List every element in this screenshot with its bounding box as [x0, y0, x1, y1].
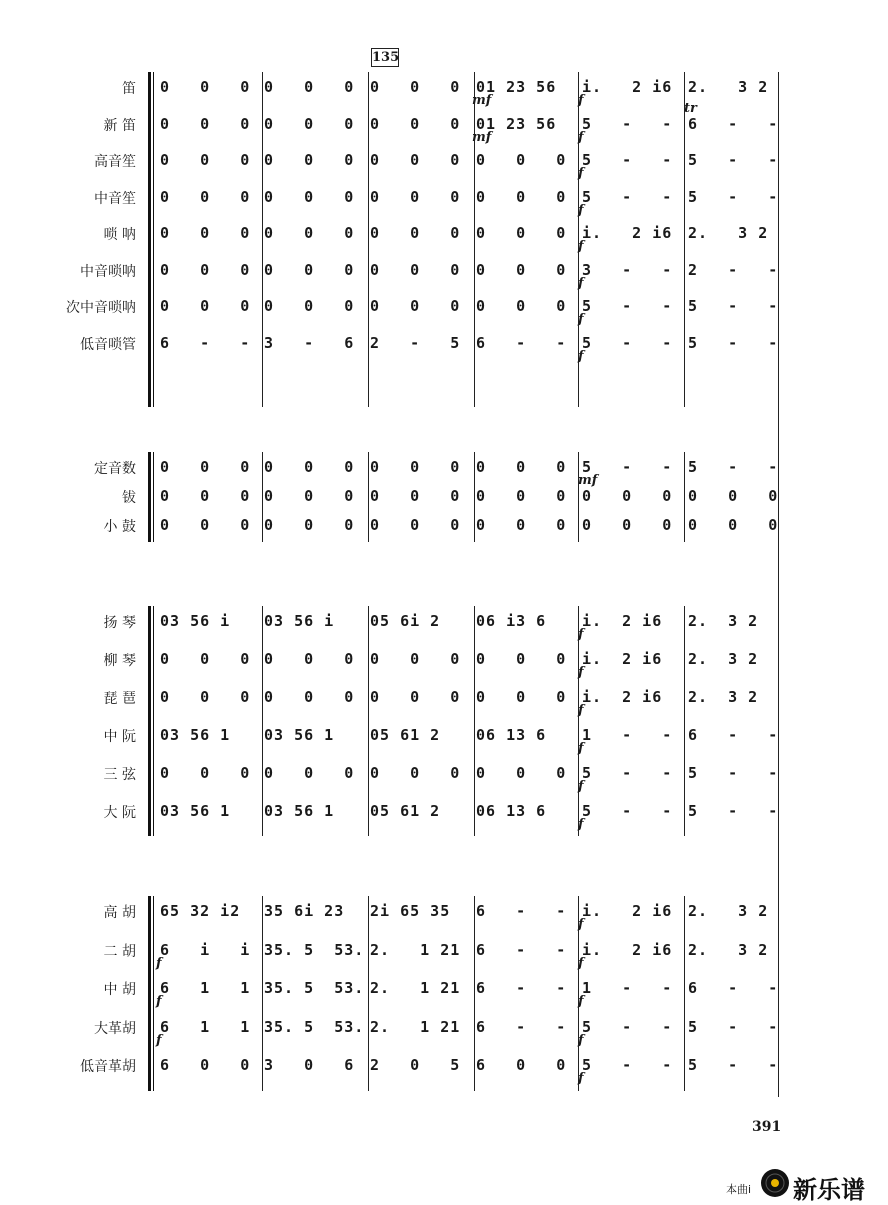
measure-notes: 0 0 0 [370, 224, 461, 242]
measure-notes: 0 0 0 [476, 458, 567, 476]
measure-notes: 05 61 2 [370, 802, 441, 820]
measure-notes: 0 0 0 [370, 650, 461, 668]
measure-notes: 0 0 0 [160, 458, 251, 476]
instrument-label: 低音革胡 [80, 1059, 136, 1075]
measure-notes: 2 - - [688, 260, 779, 279]
measure-notes: 0 0 0 [264, 487, 355, 505]
measure-notes: 1 - - [582, 726, 673, 744]
measure-notes: 0 0 0 [370, 764, 461, 782]
instrument-label: 大革胡 [94, 1020, 136, 1037]
measure-notes: 05 61 2 [370, 726, 441, 744]
measure-notes: 6 0 0 [160, 1056, 251, 1074]
measure-notes: 0 0 0 [160, 487, 251, 505]
instrument-label: 大 阮 [103, 805, 136, 821]
measure-notes: 0 0 0 [370, 114, 461, 133]
instrument-label: 定音数 [94, 461, 136, 477]
instrument-label: 柳 琴 [103, 653, 136, 669]
measure-notes: 5 - - [582, 187, 673, 206]
measure-notes: 0 0 0 [476, 764, 567, 782]
dynamic-marking: f [578, 817, 584, 832]
measure-notes: 5 - - [582, 764, 673, 782]
vinyl-disc-icon [760, 1168, 790, 1198]
measure-notes: 5 - - [582, 1017, 673, 1036]
measure-notes: 01 23 56 [476, 114, 557, 133]
dynamic-marking: f [578, 665, 584, 680]
measure-notes: 0 0 0 [370, 516, 461, 534]
measure-notes: 6 1 1 [160, 979, 251, 997]
measure-notes: 2. 3 2 [688, 940, 769, 959]
measure-notes: 5 - - [582, 1056, 673, 1074]
dynamic-marking: f [578, 348, 584, 364]
measure-notes: 6 - - [476, 979, 567, 997]
dynamic-marking: f [578, 955, 584, 971]
measure-notes: 2. 3 2 [688, 612, 759, 630]
measure-notes: i. 2 i6 [582, 612, 663, 630]
measure-notes: 0 0 0 [370, 187, 461, 206]
group-bracket [148, 72, 151, 407]
measure-notes: 0 0 0 [160, 297, 251, 315]
measure-notes: 5 - - [688, 297, 779, 315]
measure-notes: 6 - - [476, 902, 567, 920]
measure-notes: 0 0 0 [160, 764, 251, 782]
measure-notes: 0 0 0 [264, 114, 355, 133]
group-bracket [148, 606, 151, 836]
measure-notes: 2. 1 21 [370, 940, 461, 959]
measure-notes: 3 - 6 [264, 333, 355, 352]
dynamic-marking: f [578, 166, 584, 181]
watermark-prefix: 本曲i [726, 1183, 752, 1196]
measure-notes: 5 - - [688, 802, 779, 820]
measure-notes: 0 0 0 [476, 487, 567, 505]
instrument-label: 中 胡 [103, 982, 136, 998]
instrument-label: 中音唢呐 [80, 263, 136, 280]
measure-notes: 5 - - [688, 458, 779, 476]
instrument-label: 新 笛 [103, 117, 136, 134]
instrument-label: 中 阮 [103, 729, 136, 745]
measure-notes: 65 32 i2 [160, 902, 241, 920]
measure-notes: 0 0 0 [264, 187, 355, 206]
measure-notes: 6 - - [688, 726, 779, 744]
measure-notes: 0 0 0 [264, 688, 355, 706]
measure-notes: 2. 3 2 [688, 650, 759, 668]
measure-notes: 5 - - [582, 458, 673, 476]
group-bracket [153, 452, 154, 542]
measure-notes: 6 - - [688, 979, 779, 997]
measure-notes: 03 56 i [264, 612, 335, 630]
measure-notes: i. 2 i6 [582, 902, 673, 920]
measure-notes: 6 - - [160, 333, 251, 352]
dynamic-marking: f [578, 202, 584, 218]
instrument-label: 三 弦 [103, 767, 136, 783]
measure-notes: i. 2 i6 [582, 650, 663, 668]
measure-notes: 5 - - [688, 764, 779, 782]
measure-notes: 6 - - [688, 114, 779, 133]
measure-notes: 0 0 0 [370, 260, 461, 279]
instrument-label: 唢 呐 [103, 227, 136, 243]
measure-notes: i. 2 i6 [582, 940, 673, 959]
instrument-label: 扬 琴 [103, 615, 136, 631]
dynamic-marking: mf [472, 129, 492, 145]
measure-notes: 0 0 0 [476, 516, 567, 534]
measure-notes: 0 0 0 [582, 516, 673, 534]
barline [684, 896, 685, 1091]
dynamic-marking: f [156, 994, 162, 1009]
page-number: 391 [752, 1119, 782, 1135]
measure-notes: 0 0 0 [688, 487, 779, 505]
instrument-label: 小 鼓 [103, 519, 136, 535]
measure-notes: 0 0 0 [476, 688, 567, 706]
measure-notes: 0 0 0 [476, 297, 567, 315]
measure-notes: 5 - - [688, 187, 779, 206]
group-bracket [148, 452, 151, 542]
measure-notes: 3 - - [582, 260, 673, 279]
measure-notes: 03 56 1 [264, 726, 335, 744]
measure-notes: 5 - - [582, 151, 673, 169]
measure-notes: 5 - - [688, 151, 779, 169]
measure-notes: 5 - - [582, 802, 673, 820]
measure-notes: 0 0 0 [476, 650, 567, 668]
dynamic-marking: f [578, 741, 584, 756]
measure-notes: i. 2 i6 [582, 688, 663, 706]
measure-notes: 0 0 0 [160, 260, 251, 279]
measure-notes: i. 2 i6 [582, 224, 673, 242]
measure-notes: 5 - - [582, 333, 673, 352]
measure-notes: 06 13 6 [476, 802, 547, 820]
instrument-label: 次中音唢呐 [66, 300, 136, 316]
measure-notes: 0 0 0 [476, 151, 567, 169]
measure-notes: 0 0 0 [264, 458, 355, 476]
measure-notes: 0 0 0 [160, 187, 251, 206]
measure-notes: 0 0 0 [160, 78, 251, 96]
measure-notes: 0 0 0 [160, 114, 251, 133]
measure-notes: 0 0 0 [160, 516, 251, 534]
measure-notes: 2. 1 21 [370, 979, 461, 997]
measure-notes: 2 - 5 [370, 333, 461, 352]
measure-notes: 0 0 0 [476, 260, 567, 279]
measure-notes: 0 0 0 [264, 650, 355, 668]
measure-notes: 0 0 0 [264, 151, 355, 169]
measure-notes: 0 0 0 [160, 151, 251, 169]
instrument-label: 钹 [122, 490, 136, 506]
measure-notes: 1 - - [582, 979, 673, 997]
instrument-label: 二 胡 [103, 943, 136, 960]
measure-notes: 0 0 0 [370, 297, 461, 315]
measure-notes: 2i 65 35 [370, 902, 451, 920]
dynamic-marking: f [578, 1071, 584, 1086]
measure-notes: i. 2 i6 [582, 78, 673, 96]
measure-notes: 03 56 1 [160, 726, 231, 744]
measure-notes: 2. 3 2 [688, 902, 769, 920]
measure-notes: 0 0 0 [582, 487, 673, 505]
instrument-label: 高 胡 [103, 905, 136, 921]
barline [684, 452, 685, 542]
measure-notes: 0 0 0 [370, 458, 461, 476]
measure-notes: 35. 5 53. [264, 979, 365, 997]
instrument-label: 中音笙 [94, 190, 136, 207]
page-edge-line [778, 72, 779, 1097]
measure-notes: 5 - - [582, 114, 673, 133]
measure-notes: 0 0 0 [370, 688, 461, 706]
barline [684, 72, 685, 407]
measure-notes: 03 56 1 [264, 802, 335, 820]
dynamic-marking: f [578, 93, 584, 108]
measure-notes: 0 0 0 [370, 151, 461, 169]
rehearsal-mark: 135 [372, 50, 400, 65]
measure-notes: 0 0 0 [264, 516, 355, 534]
measure-notes: 06 13 6 [476, 726, 547, 744]
measure-notes: 35 6i 23 [264, 902, 345, 920]
measure-notes: 3 0 6 [264, 1056, 355, 1074]
group-bracket [153, 606, 154, 836]
instrument-label: 琵 琶 [103, 691, 136, 707]
measure-notes: 0 0 0 [264, 224, 355, 242]
group-bracket [153, 72, 154, 407]
barline [684, 606, 685, 836]
measure-notes: 01 23 56 [476, 78, 557, 96]
measure-notes: 0 0 0 [476, 187, 567, 206]
measure-notes: 6 - - [476, 940, 567, 959]
dynamic-marking: mf [472, 93, 492, 108]
measure-notes: 5 - - [688, 333, 779, 352]
measure-notes: 6 - - [476, 1017, 567, 1036]
measure-notes: 6 0 0 [476, 1056, 567, 1074]
dynamic-marking: f [578, 627, 584, 642]
measure-notes: 06 i3 6 [476, 612, 547, 630]
dynamic-marking: f [578, 275, 584, 291]
dynamic-marking: f [578, 779, 584, 794]
measure-notes: 6 - - [476, 333, 567, 352]
dynamic-marking: f [578, 129, 584, 145]
measure-notes: 0 0 0 [160, 688, 251, 706]
dynamic-marking: tr [684, 100, 697, 116]
measure-notes: 0 0 0 [476, 224, 567, 242]
measure-notes: 35. 5 53. [264, 940, 365, 959]
measure-notes: 2. 1 21 [370, 1017, 461, 1036]
dynamic-marking: f [578, 703, 584, 718]
measure-notes: 5 - - [582, 297, 673, 315]
measure-notes: 5 - - [688, 1017, 779, 1036]
measure-notes: 03 56 1 [160, 802, 231, 820]
instrument-label: 高音笙 [94, 154, 136, 170]
measure-notes: 2. 3 2 [688, 224, 769, 242]
group-bracket [148, 896, 151, 1091]
measure-notes: 0 0 0 [688, 516, 779, 534]
dynamic-marking: f [156, 1032, 162, 1048]
measure-notes: 5 - - [688, 1056, 779, 1074]
barline [578, 452, 579, 542]
measure-notes: 2 0 5 [370, 1056, 461, 1074]
group-bracket [153, 896, 154, 1091]
dynamic-marking: mf [578, 473, 598, 488]
measure-notes: 0 0 0 [370, 487, 461, 505]
measure-notes: 0 0 0 [370, 78, 461, 96]
measure-notes: 2. 3 2 [688, 78, 769, 96]
measure-notes: 0 0 0 [264, 78, 355, 96]
measure-notes: 0 0 0 [264, 297, 355, 315]
instrument-label: 低音唢管 [80, 336, 136, 353]
dynamic-marking: f [578, 312, 584, 327]
measure-notes: 05 6i 2 [370, 612, 441, 630]
measure-notes: 0 0 0 [160, 224, 251, 242]
measure-notes: 0 0 0 [160, 650, 251, 668]
dynamic-marking: f [578, 917, 584, 932]
measure-notes: 6 1 1 [160, 1017, 251, 1036]
dynamic-marking: f [578, 1032, 584, 1048]
measure-notes: 0 0 0 [264, 764, 355, 782]
dynamic-marking: f [578, 239, 584, 254]
dynamic-marking: f [156, 955, 162, 971]
measure-notes: 0 0 0 [264, 260, 355, 279]
dynamic-marking: f [578, 994, 584, 1009]
watermark-logo: 新乐谱 [793, 1176, 865, 1204]
measure-notes: 35. 5 53. [264, 1017, 365, 1036]
measure-notes: 03 56 i [160, 612, 231, 630]
measure-notes: 2. 3 2 [688, 688, 759, 706]
instrument-label: 笛 [122, 81, 136, 97]
measure-notes: 6 i i [160, 940, 251, 959]
